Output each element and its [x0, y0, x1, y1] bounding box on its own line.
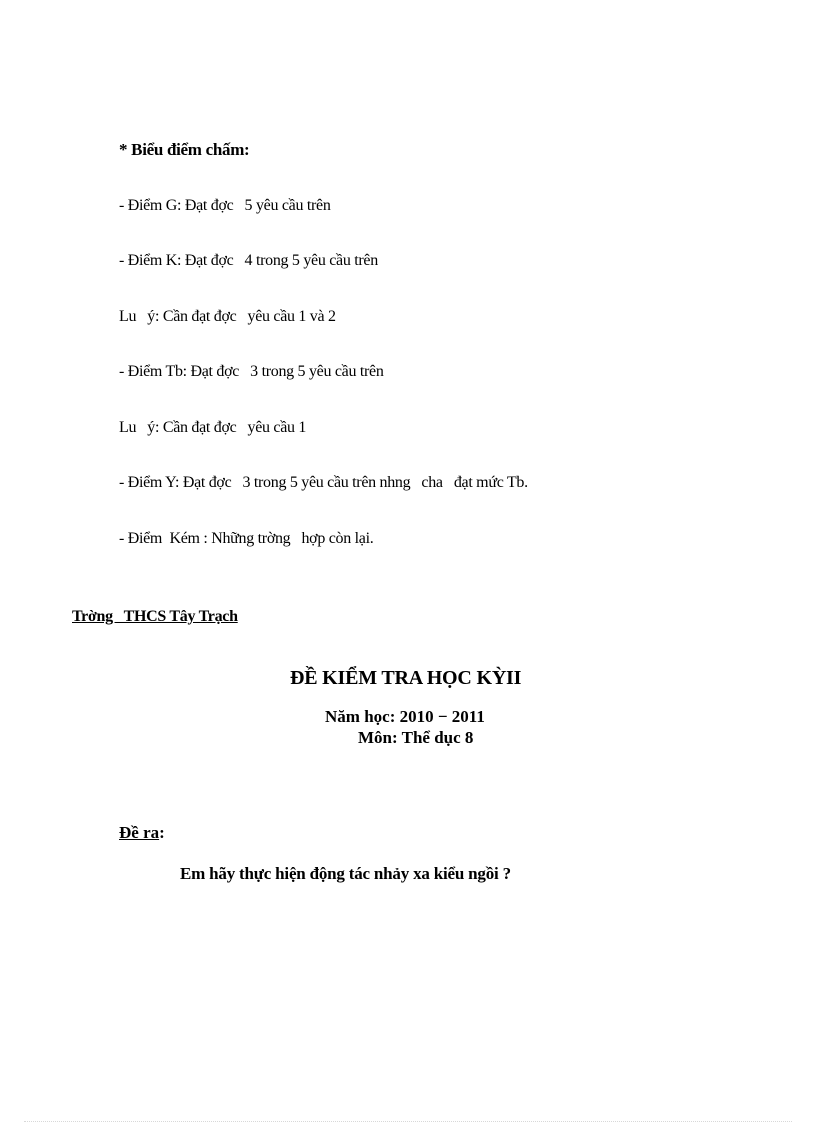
grading-note-average: Lu ý: Cần đạt đợc yêu cầu 1: [119, 418, 307, 436]
subject: Môn: Thể dục 8: [358, 728, 474, 747]
grading-line-poor: - Điểm Kém : Những trờng hợp còn lại.: [119, 529, 374, 547]
grading-line-good: - Điểm G: Đạt đợc 5 yêu cầu trên: [119, 196, 331, 214]
grading-heading: * Biểu điểm chấm:: [119, 140, 250, 159]
exam-title: ĐỀ KIỂM TRA HỌC KỲII: [290, 667, 522, 689]
question-label-text: Đề ra: [119, 823, 160, 842]
question-label-colon: :: [159, 823, 165, 842]
grading-line-weak: - Điểm Y: Đạt đợc 3 trong 5 yêu cầu trên nhng cha đạt mức Tb.: [119, 474, 528, 491]
school-year: Năm học: 2010 − 2011: [325, 707, 485, 726]
grading-note-fair: Lu ý: Cần đạt đợc yêu cầu 1 và 2: [119, 307, 336, 325]
question-text: Em hãy thực hiện động tác nhảy xa kiểu ngồi ?: [180, 864, 511, 883]
school-name: Trờng THCS Tây Trạch: [72, 608, 238, 625]
grading-line-average: - Điểm Tb: Đạt đợc 3 trong 5 yêu cầu trên: [119, 363, 384, 380]
grading-line-fair: - Điểm K: Đạt đợc 4 trong 5 yêu cầu trên: [119, 252, 378, 269]
page-bottom-rule: [24, 1121, 792, 1122]
grading-criteria: [119, 104, 528, 585]
question-label: [119, 823, 165, 843]
